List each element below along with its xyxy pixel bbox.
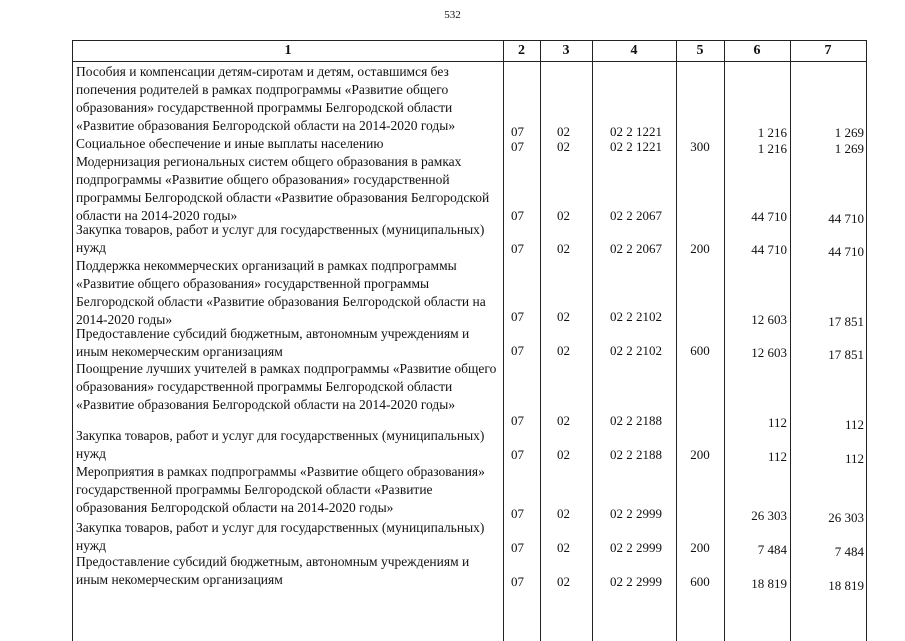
header-col-2: 2: [503, 41, 540, 62]
cell-amount-2: 44 710: [828, 211, 864, 226]
cell-target-article: 02 2 2067: [610, 208, 662, 223]
cell-amount-2: 26 303: [828, 510, 864, 525]
cell-target-article: 02 2 1221: [610, 124, 662, 139]
cell-amount-1: 7 484: [757, 542, 787, 557]
column-divider: [503, 41, 504, 641]
cell-section: 07: [511, 139, 524, 154]
cell-amount-2: 1 269: [834, 141, 864, 156]
header-col-4: 4: [592, 41, 676, 62]
cell-section: 07: [511, 343, 524, 358]
cell-amount-2: 1 269: [834, 125, 864, 140]
column-divider: [540, 41, 541, 641]
column-divider: [592, 41, 593, 641]
cell-amount-2: 17 851: [828, 347, 864, 362]
cell-amount-2: 112: [844, 417, 864, 432]
row-description: Социальное обеспечение и иные выплаты населению: [76, 136, 384, 151]
cell-section: 07: [511, 574, 524, 589]
cell-target-article: 02 2 2999: [610, 574, 662, 589]
cell-subsection: 02: [557, 241, 570, 256]
cell-amount-2: 17 851: [828, 314, 864, 329]
cell-target-article: 02 2 2102: [610, 309, 662, 324]
cell-section: 07: [511, 540, 524, 555]
cell-expense-type: 200: [690, 447, 710, 462]
cell-section: 07: [511, 241, 524, 256]
cell-target-article: 02 2 2999: [610, 506, 662, 521]
cell-expense-type: 200: [690, 540, 710, 555]
cell-amount-2: 44 710: [828, 244, 864, 259]
cell-amount-1: 44 710: [751, 209, 787, 224]
cell-section: 07: [511, 413, 524, 428]
row-description: Закупка товаров, работ и услуг для государственных (муниципальных) нужд: [76, 222, 485, 255]
cell-target-article: 02 2 2188: [610, 413, 662, 428]
cell-subsection: 02: [557, 413, 570, 428]
cell-amount-1: 26 303: [751, 508, 787, 523]
cell-amount-1: 12 603: [751, 345, 787, 360]
cell-expense-type: 600: [690, 343, 710, 358]
header-col-5: 5: [676, 41, 724, 62]
cell-section: 07: [511, 208, 524, 223]
row-description: Закупка товаров, работ и услуг для государственных (муниципальных) нужд: [76, 520, 485, 553]
cell-section: 07: [511, 447, 524, 462]
cell-expense-type: 200: [690, 241, 710, 256]
header-col-1: 1: [73, 41, 503, 62]
row-description: Закупка товаров, работ и услуг для государственных (муниципальных) нужд: [76, 428, 485, 461]
cell-expense-type: 300: [690, 139, 710, 154]
cell-target-article: 02 2 1221: [610, 139, 662, 154]
cell-subsection: 02: [557, 208, 570, 223]
page-number: 532: [444, 9, 461, 21]
cell-amount-2: 18 819: [828, 578, 864, 593]
cell-amount-1: 1 216: [757, 125, 787, 140]
cell-target-article: 02 2 2067: [610, 241, 662, 256]
row-description: Модернизация региональных систем общего образования в рамках подпрограммы «Развитие общего образования» государственной программы Белгородской области «Развитие образования Белгородской области на 2014-2020 годы»: [76, 154, 490, 223]
cell-target-article: 02 2 2102: [610, 343, 662, 358]
cell-amount-1: 112: [767, 449, 787, 464]
cell-target-article: 02 2 2188: [610, 447, 662, 462]
row-description: Пособия и компенсации детям-сиротам и детям, оставшимся без попечения родителей в рамках подпрограммы «Развитие общего образования» государственной программы Белгородской области «Развитие образования Белгородской области на 2014-2020 годы»: [76, 64, 456, 133]
cell-section: 07: [511, 506, 524, 521]
row-description: Предоставление субсидий бюджетным, автономным учреждениям и иным некомерческим организациям: [76, 554, 470, 587]
cell-amount-2: 7 484: [834, 544, 864, 559]
cell-expense-type: 600: [690, 574, 710, 589]
cell-subsection: 02: [557, 540, 570, 555]
cell-subsection: 02: [557, 309, 570, 324]
budget-table: [72, 40, 867, 641]
cell-amount-1: 1 216: [757, 141, 787, 156]
cell-amount-1: 112: [767, 415, 787, 430]
cell-subsection: 02: [557, 574, 570, 589]
row-description: Мероприятия в рамках подпрограммы «Развитие общего образования» государственной программы Белгородской области «Развитие образования Белгородской области на 2014-2020 годы»: [76, 464, 485, 515]
cell-subsection: 02: [557, 506, 570, 521]
cell-amount-1: 18 819: [751, 576, 787, 591]
header-col-6: 6: [724, 41, 790, 62]
row-description: Поддержка некоммерческих организаций в рамках подпрограммы «Развитие общего образования» государственной программы Белгородской области «Развитие образования Белгородской области на 2014-2020 годы»: [76, 258, 486, 327]
cell-amount-1: 12 603: [751, 312, 787, 327]
cell-section: 07: [511, 124, 524, 139]
cell-amount-1: 44 710: [751, 242, 787, 257]
cell-subsection: 02: [557, 139, 570, 154]
header-col-7: 7: [790, 41, 866, 62]
cell-section: 07: [511, 309, 524, 324]
row-description: Поощрение лучших учителей в рамках подпрограммы «Развитие общего образования» государственной программы Белгородской области «Развитие образования Белгородской области на 2014-2020 годы»: [76, 361, 497, 412]
cell-subsection: 02: [557, 447, 570, 462]
cell-subsection: 02: [557, 124, 570, 139]
cell-amount-2: 112: [844, 451, 864, 466]
row-description: Предоставление субсидий бюджетным, автономным учреждениям и иным некомерческим организациям: [76, 326, 470, 359]
cell-target-article: 02 2 2999: [610, 540, 662, 555]
cell-subsection: 02: [557, 343, 570, 358]
header-col-3: 3: [540, 41, 592, 62]
